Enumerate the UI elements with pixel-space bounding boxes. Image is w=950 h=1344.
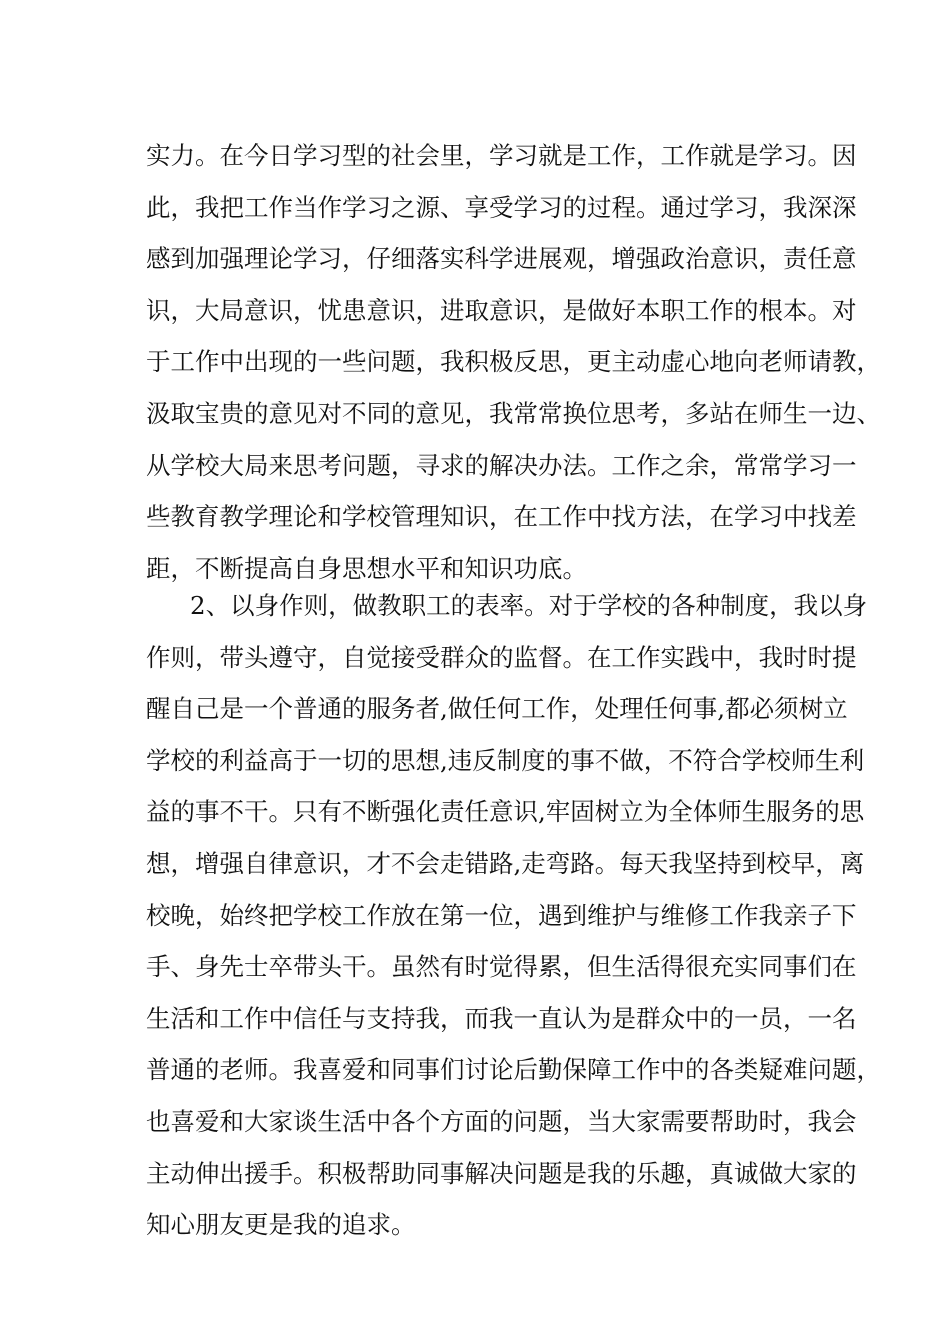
text-line: 距，不断提高自身思想水平和知识功底。	[146, 553, 587, 583]
text-line: 益的事不干。只有不断强化责任意识,牢固树立为全体师生服务的思	[146, 797, 865, 827]
text-line: 醒自己是一个普通的服务者,做任何工作，处理任何事,都必须树立	[146, 694, 848, 724]
text-line: 感到加强理论学习，仔细落实科学进展观，增强政治意识，责任意	[146, 244, 857, 274]
text-line: 知心朋友更是我的追求。	[146, 1210, 416, 1240]
text-line: 手、身先士卒带头干。虽然有时觉得累，但生活得很充实同事们在	[146, 952, 857, 982]
text-line: 作则，带头遵守，自觉接受群众的监督。在工作实践中，我时时提	[146, 642, 857, 672]
paragraph-1	[146, 130, 881, 594]
paragraph-2	[146, 580, 881, 1251]
text-line: 2、以身作则，做教职工的表率。对于学校的各种制度，我以身	[190, 591, 868, 620]
text-line: 此，我把工作当作学习之源、享受学习的过程。通过学习，我深深	[146, 192, 857, 222]
text-line: 生活和工作中信任与支持我，而我一直认为是群众中的一员，一名	[146, 1003, 857, 1033]
text-line: 也喜爱和大家谈生活中各个方面的问题，当大家需要帮助时，我会	[146, 1106, 857, 1136]
text-line: 于工作中出现的一些问题，我积极反思，更主动虚心地向老师请教，	[146, 347, 881, 377]
text-line: 识，大局意识，忧患意识，进取意识，是做好本职工作的根本。对	[146, 295, 857, 325]
text-line: 校晚，始终把学校工作放在第一位，遇到维护与维修工作我亲子下	[146, 900, 857, 930]
text-line: 学校的利益高于一切的思想,违反制度的事不做，不符合学校师生利	[146, 745, 865, 775]
text-line: 实力。在今日学习型的社会里，学习就是工作，工作就是学习。因	[146, 141, 857, 170]
text-line: 从学校大局来思考问题，寻求的解决办法。工作之余，常常学习一	[146, 450, 857, 480]
text-line: 汲取宝贵的意见对不同的意见，我常常换位思考，多站在师生一边、	[146, 398, 881, 428]
text-line: 主动伸出援手。积极帮助同事解决问题是我的乐趣，真诚做大家的	[146, 1158, 857, 1188]
text-line: 想，增强自律意识，才不会走错路,走弯路。每天我坚持到校早，离	[146, 848, 865, 878]
text-line: 些教育教学理论和学校管理知识，在工作中找方法，在学习中找差	[146, 502, 857, 532]
text-line: 普通的老师。我喜爱和同事们讨论后勤保障工作中的各类疑难问题，	[146, 1055, 881, 1085]
